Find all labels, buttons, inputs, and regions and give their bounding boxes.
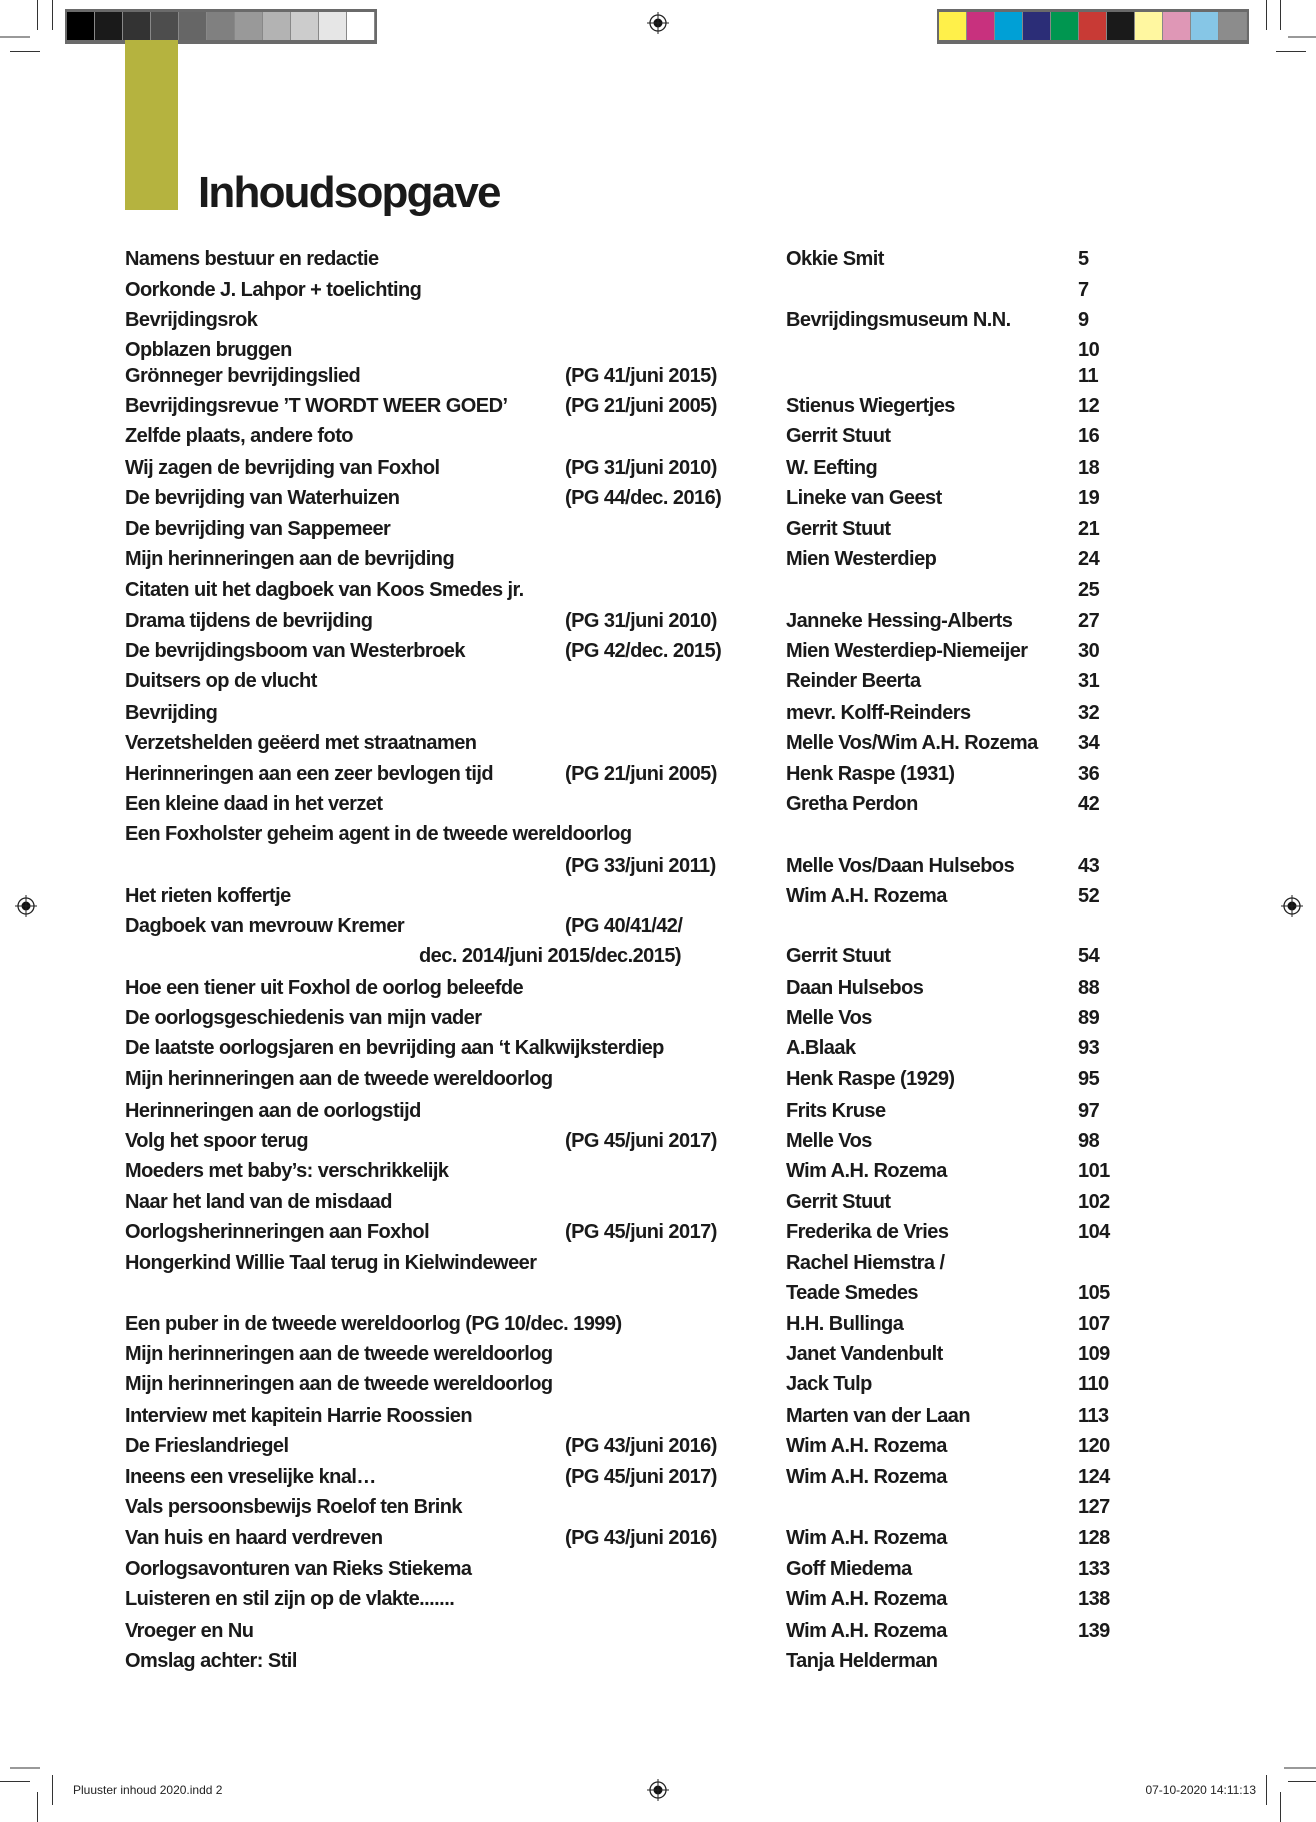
toc-page: 128	[1078, 1527, 1110, 1549]
toc-page: 101	[1078, 1160, 1110, 1182]
toc-page: 88	[1078, 977, 1100, 999]
toc-source: (PG 21/juni 2005)	[565, 763, 717, 785]
toc-page: 27	[1078, 610, 1100, 632]
registration-mark-icon	[1281, 895, 1303, 917]
color-swatch	[151, 12, 179, 40]
toc-title: Hoe een tiener uit Foxhol de oorlog beleefde	[125, 977, 524, 999]
color-swatch	[207, 12, 235, 40]
color-swatch	[1051, 12, 1079, 40]
toc-page: 7	[1078, 279, 1089, 301]
toc-page: 10	[1078, 339, 1100, 361]
toc-source: (PG 45/juni 2017)	[565, 1221, 717, 1243]
toc-author: Melle Vos/Wim A.H. Rozema	[786, 732, 1038, 754]
toc-page: 98	[1078, 1130, 1100, 1152]
toc-source: (PG 42/dec. 2015)	[565, 640, 722, 662]
toc-title: Luisteren en stil zijn op de vlakte.......	[125, 1588, 455, 1610]
color-swatch	[235, 12, 263, 40]
toc-author: Frederika de Vries	[786, 1221, 949, 1243]
color-swatch	[319, 12, 347, 40]
crop-mark	[1276, 51, 1306, 52]
color-swatch	[1135, 12, 1163, 40]
toc-author: Mien Westerdiep-Niemeijer	[786, 640, 1028, 662]
toc-title: Een Foxholster geheim agent in de tweede wereldoorlog	[125, 823, 632, 845]
toc-author: Rachel Hiemstra /	[786, 1252, 945, 1274]
toc-title: Namens bestuur en redactie	[125, 248, 379, 270]
crop-mark	[52, 1775, 53, 1805]
page-title: Inhoudsopgave	[198, 168, 500, 217]
toc-title: Naar het land van de misdaad	[125, 1191, 392, 1213]
toc-page: 34	[1078, 732, 1100, 754]
toc-author: W. Eefting	[786, 457, 878, 479]
toc-title: Zelfde plaats, andere foto	[125, 425, 353, 447]
toc-title: Dagboek van mevrouw Kremer	[125, 915, 405, 937]
toc-author: Mien Westerdiep	[786, 548, 937, 570]
toc-page: 93	[1078, 1037, 1100, 1059]
toc-title: Omslag achter: Stil	[125, 1650, 297, 1672]
toc-author: Wim A.H. Rozema	[786, 1160, 947, 1182]
toc-source: (PG 41/juni 2015)	[565, 365, 717, 387]
toc-page: 89	[1078, 1007, 1100, 1029]
toc-title: Interview met kapitein Harrie Roossien	[125, 1405, 473, 1427]
color-swatch	[1023, 12, 1051, 40]
toc-title: Een puber in de tweede wereldoorlog (PG 10/dec. 1999)	[125, 1313, 622, 1335]
toc-author: Melle Vos/Daan Hulsebos	[786, 855, 1015, 877]
color-swatch	[1079, 12, 1107, 40]
color-swatch	[123, 12, 151, 40]
toc-page: 107	[1078, 1313, 1110, 1335]
toc-author: Goff Miedema	[786, 1558, 912, 1580]
toc-author: Daan Hulsebos	[786, 977, 924, 999]
crop-mark	[1288, 1781, 1316, 1782]
registration-mark-icon	[15, 895, 37, 917]
toc-author: Wim A.H. Rozema	[786, 1527, 947, 1549]
crop-mark	[1280, 0, 1281, 30]
toc-author: Lineke van Geest	[786, 487, 942, 509]
toc-page: 24	[1078, 548, 1100, 570]
toc-page: 54	[1078, 945, 1100, 967]
crop-mark	[1266, 0, 1267, 30]
color-swatch	[1219, 12, 1247, 40]
toc-author: Wim A.H. Rozema	[786, 1466, 947, 1488]
toc-author: Melle Vos	[786, 1130, 872, 1152]
toc-page: 16	[1078, 425, 1100, 447]
toc-source: (PG 21/juni 2005)	[565, 395, 717, 417]
toc-title: Citaten uit het dagboek van Koos Smedes jr.	[125, 579, 524, 601]
toc-page: 139	[1078, 1620, 1110, 1642]
toc-author: Wim A.H. Rozema	[786, 1435, 947, 1457]
toc-page: 138	[1078, 1588, 1110, 1610]
toc-source: (PG 31/juni 2010)	[565, 457, 717, 479]
toc-source: (PG 44/dec. 2016)	[565, 487, 722, 509]
toc-title: Bevrijdingsrok	[125, 309, 258, 331]
toc-page: 110	[1078, 1373, 1109, 1395]
toc-page: 21	[1078, 518, 1100, 540]
crop-mark	[1266, 1775, 1267, 1805]
toc-source: (PG 33/juni 2011)	[565, 855, 716, 877]
toc-author: Melle Vos	[786, 1007, 872, 1029]
toc-title: Van huis en haard verdreven	[125, 1527, 383, 1549]
toc-title: Vals persoonsbewijs Roelof ten Brink	[125, 1496, 462, 1518]
toc-page: 95	[1078, 1068, 1100, 1090]
toc-page: 18	[1078, 457, 1100, 479]
toc-author: Wim A.H. Rozema	[786, 885, 947, 907]
crop-mark	[10, 51, 40, 52]
color-swatch	[347, 12, 375, 40]
toc-author: Bevrijdingsmuseum N.N.	[786, 309, 1011, 331]
toc-source: (PG 31/juni 2010)	[565, 610, 717, 632]
toc-title: De laatste oorlogsjaren en bevrijding aan ‘t Kalkwijksterdiep	[125, 1037, 664, 1059]
toc-title: Duitsers op de vlucht	[125, 670, 317, 692]
toc-author: Wim A.H. Rozema	[786, 1588, 947, 1610]
color-swatch	[967, 12, 995, 40]
toc-title: Oorkonde J. Lahpor + toelichting	[125, 279, 422, 301]
toc-title: Bevrijding	[125, 702, 218, 724]
toc-page: 113	[1078, 1405, 1109, 1427]
color-swatch	[291, 12, 319, 40]
toc-title: Een kleine daad in het verzet	[125, 793, 383, 815]
toc-author: Gerrit Stuut	[786, 518, 891, 540]
toc-author: Henk Raspe (1929)	[786, 1068, 955, 1090]
color-swatch	[95, 12, 123, 40]
toc-title: Ineens een vreselijke knal…	[125, 1466, 376, 1488]
toc-author: Stienus Wiegertjes	[786, 395, 955, 417]
toc-title: Verzetshelden geëerd met straatnamen	[125, 732, 477, 754]
toc-author: Marten van der Laan	[786, 1405, 971, 1427]
toc-page: 133	[1078, 1558, 1110, 1580]
toc-title: Wij zagen de bevrijding van Foxhol	[125, 457, 440, 479]
crop-mark	[1288, 36, 1316, 38]
toc-source: (PG 45/juni 2017)	[565, 1130, 717, 1152]
accent-bar	[125, 40, 178, 210]
toc-author: mevr. Kolff-Reinders	[786, 702, 971, 724]
toc-source: (PG 43/juni 2016)	[565, 1527, 717, 1549]
toc-page: 105	[1078, 1282, 1110, 1304]
toc-page: 5	[1078, 248, 1089, 270]
toc-page: 42	[1078, 793, 1100, 815]
toc-author: Gretha Perdon	[786, 793, 918, 815]
registration-mark-icon	[647, 12, 669, 34]
crop-mark	[0, 36, 30, 38]
toc-title: Moeders met baby’s: verschrikkelijk	[125, 1160, 449, 1182]
footer-timestamp: 07-10-2020 14:11:13	[1145, 1783, 1256, 1797]
toc-author: Tanja Helderman	[786, 1650, 938, 1672]
toc-page: 9	[1078, 309, 1089, 331]
toc-page: 43	[1078, 855, 1100, 877]
color-swatch	[67, 12, 95, 40]
color-swatch	[1191, 12, 1219, 40]
toc-title: Herinneringen aan een zeer bevlogen tijd	[125, 763, 494, 785]
toc-title: Mijn herinneringen aan de tweede wereldoorlog	[125, 1343, 553, 1365]
toc-page: 97	[1078, 1100, 1100, 1122]
toc-author: Gerrit Stuut	[786, 425, 891, 447]
toc-page: 32	[1078, 702, 1100, 724]
color-swatch	[939, 12, 967, 40]
toc-author: Janet Vandenbult	[786, 1343, 943, 1365]
toc-title: De bevrijding van Waterhuizen	[125, 487, 400, 509]
toc-page: 124	[1078, 1466, 1110, 1488]
color-bar	[937, 9, 1249, 44]
toc-title: Oorlogsavonturen van Rieks Stiekema	[125, 1558, 472, 1580]
toc-author: Gerrit Stuut	[786, 945, 891, 967]
toc-author: Frits Kruse	[786, 1100, 886, 1122]
grayscale-bar	[65, 9, 377, 44]
footer-filename: Pluuster inhoud 2020.indd 2	[73, 1783, 223, 1797]
color-swatch	[995, 12, 1023, 40]
toc-source: dec. 2014/juni 2015/dec.2015)	[419, 945, 681, 967]
toc-title: Mijn herinneringen aan de tweede wereldoorlog	[125, 1373, 553, 1395]
toc-author: Janneke Hessing-Alberts	[786, 610, 1013, 632]
toc-title: Het rieten koffertje	[125, 885, 291, 907]
toc-title: Opblazen bruggen	[125, 339, 292, 361]
toc-source: (PG 45/juni 2017)	[565, 1466, 717, 1488]
crop-mark	[0, 1781, 30, 1782]
toc-title: Hongerkind Willie Taal terug in Kielwindeweer	[125, 1252, 537, 1274]
toc-page: 11	[1078, 365, 1099, 387]
toc-title: Herinneringen aan de oorlogstijd	[125, 1100, 421, 1122]
toc-page: 30	[1078, 640, 1100, 662]
toc-title: De bevrijdingsboom van Westerbroek	[125, 640, 465, 662]
toc-page: 102	[1078, 1191, 1110, 1213]
toc-source: (PG 40/41/42/	[565, 915, 683, 937]
toc-author: Okkie Smit	[786, 248, 884, 270]
toc-page: 120	[1078, 1435, 1110, 1457]
toc-title: Mijn herinneringen aan de tweede wereldoorlog	[125, 1068, 553, 1090]
toc-title: Oorlogsherinneringen aan Foxhol	[125, 1221, 430, 1243]
toc-page: 109	[1078, 1343, 1110, 1365]
toc-title: Bevrijdingsrevue ’T WORDT WEER GOED’	[125, 395, 508, 417]
toc-page: 25	[1078, 579, 1100, 601]
toc-author: H.H. Bullinga	[786, 1313, 904, 1335]
color-swatch	[1163, 12, 1191, 40]
toc-author: Gerrit Stuut	[786, 1191, 891, 1213]
toc-source: (PG 43/juni 2016)	[565, 1435, 717, 1457]
registration-mark-icon	[647, 1779, 669, 1801]
toc-title: Grönneger bevrijdingslied	[125, 365, 361, 387]
toc-page: 36	[1078, 763, 1100, 785]
toc-page: 52	[1078, 885, 1100, 907]
toc-page: 127	[1078, 1496, 1110, 1518]
toc-author: Teade Smedes	[786, 1282, 918, 1304]
color-swatch	[1107, 12, 1135, 40]
crop-mark	[10, 1767, 40, 1769]
crop-mark	[52, 0, 53, 30]
color-swatch	[263, 12, 291, 40]
toc-title: De Frieslandriegel	[125, 1435, 289, 1457]
toc-author: Jack Tulp	[786, 1373, 872, 1395]
toc-author: Wim A.H. Rozema	[786, 1620, 947, 1642]
toc-title: De oorlogsgeschiedenis van mijn vader	[125, 1007, 482, 1029]
toc-page: 12	[1078, 395, 1100, 417]
crop-mark	[1284, 1767, 1316, 1769]
crop-mark	[37, 0, 38, 30]
toc-title: Volg het spoor terug	[125, 1130, 309, 1152]
toc-page: 19	[1078, 487, 1100, 509]
toc-author: Reinder Beerta	[786, 670, 921, 692]
toc-page: 104	[1078, 1221, 1110, 1243]
toc-title: Mijn herinneringen aan de bevrijding	[125, 548, 455, 570]
toc-title: De bevrijding van Sappemeer	[125, 518, 391, 540]
color-swatch	[179, 12, 207, 40]
toc-author: A.Blaak	[786, 1037, 856, 1059]
toc-title: Drama tijdens de bevrijding	[125, 610, 373, 632]
crop-mark	[37, 1792, 38, 1822]
crop-mark	[1280, 1792, 1281, 1822]
toc-author: Henk Raspe (1931)	[786, 763, 955, 785]
toc-page: 31	[1078, 670, 1100, 692]
toc-title: Vroeger en Nu	[125, 1620, 254, 1642]
